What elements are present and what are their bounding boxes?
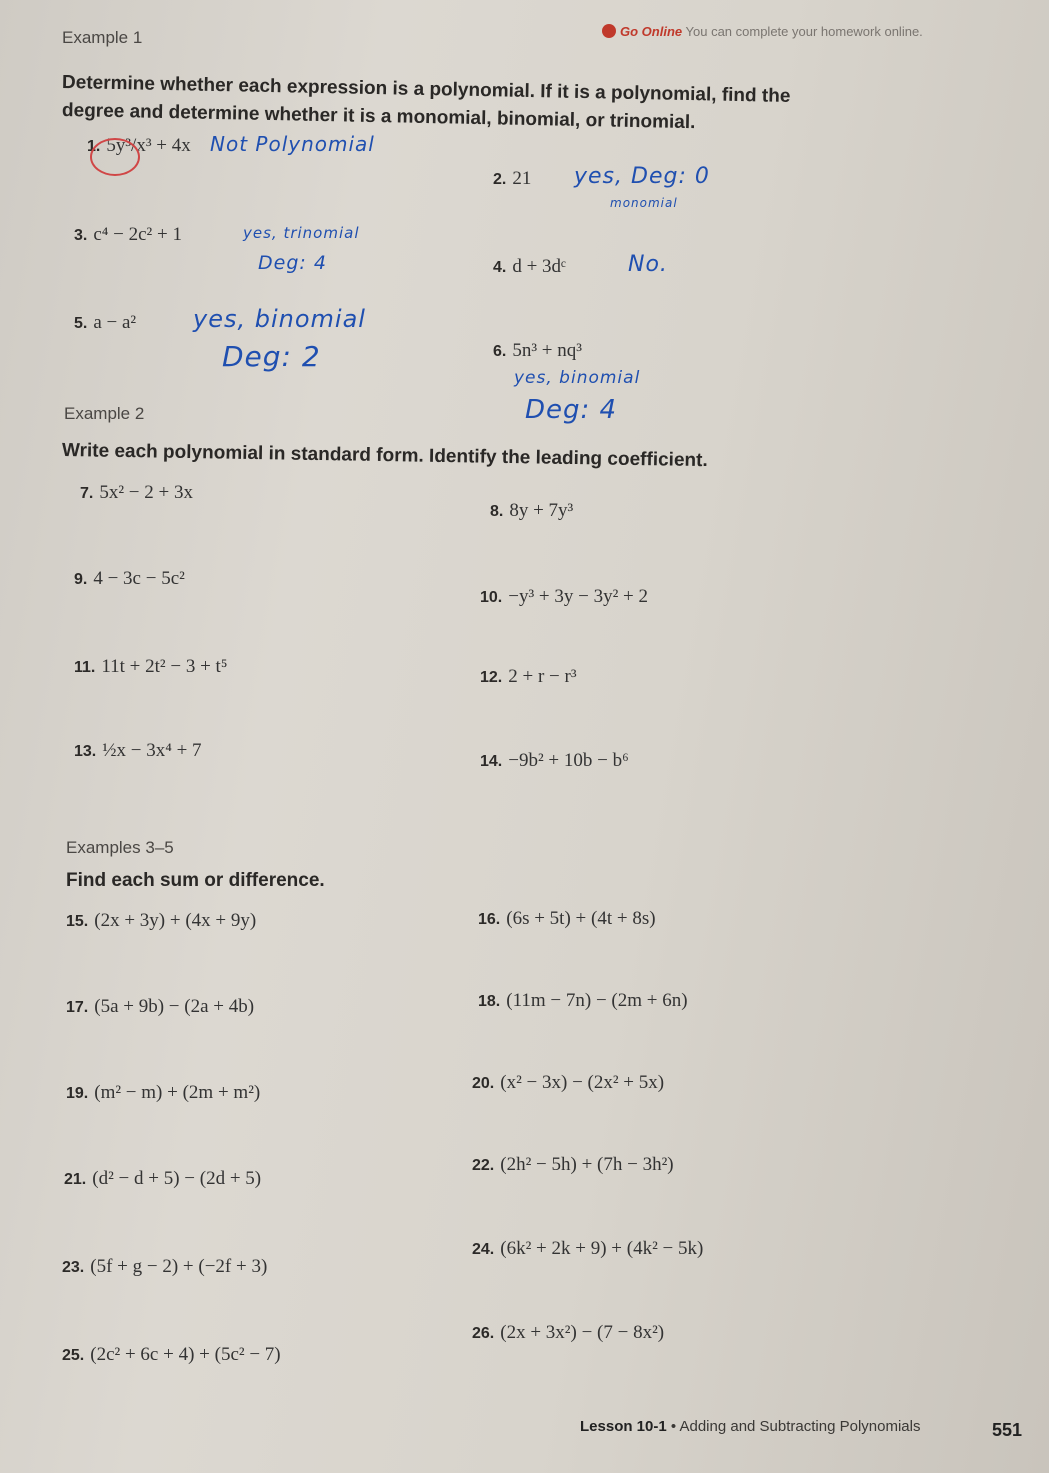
lesson-title: • Adding and Subtracting Polynomials (670, 1418, 921, 1435)
problem-13: 13. ½x − 3x⁴ + 7 (74, 740, 202, 761)
go-online-banner[interactable] (602, 24, 923, 39)
problem-3: 3. c⁴ − 2c² + 1 (74, 224, 182, 245)
problem-18: 18. (11m − 7n) − (2m + 6n) (478, 990, 688, 1011)
problem-24-expr: (6k² + 2k + 9) + (4k² − 5k) (500, 1238, 704, 1259)
problem-8-expr: 8y + 7y³ (509, 500, 574, 521)
problem-5-expr: a − a² (93, 312, 137, 333)
problem-7: 7. 5x² − 2 + 3x (80, 482, 193, 503)
section1-instruction-line2: degree and determine whether it is a monomial, binomial, or trinomial. (61, 100, 696, 134)
problem-17-expr: (5a + 9b) − (2a + 4b) (94, 996, 255, 1017)
problem-4-expr: d + 3dᶜ (512, 256, 566, 277)
problem-10: 10. −y³ + 3y − 3y² + 2 (480, 586, 649, 607)
answer-2-type: monomial (610, 196, 678, 210)
problem-9: 9. 4 − 3c − 5c² (74, 568, 185, 589)
problem-23-expr: (5f + g − 2) + (−2f + 3) (90, 1256, 268, 1277)
problem-19: 19. (m² − m) + (2m + m²) (66, 1082, 261, 1103)
problem-23: 23. (5f + g − 2) + (−2f + 3) (62, 1256, 268, 1277)
answer-5: yes, binomial (193, 305, 366, 333)
problem-19-expr: (m² − m) + (2m + m²) (94, 1082, 261, 1103)
red-circle-mark (90, 138, 140, 176)
answer-2: yes, Deg: 0 (574, 164, 710, 189)
answer-1: Not Polynomial (210, 132, 375, 156)
problem-12-expr: 2 + r − r³ (508, 666, 577, 687)
lesson-footer (580, 1418, 920, 1435)
problem-6: 6. 5n³ + nq³ (493, 340, 582, 361)
answer-3: yes, trinomial (243, 224, 360, 242)
problem-5: 5. a − a² (74, 312, 137, 333)
problem-17: 17. (5a + 9b) − (2a + 4b) (66, 996, 255, 1017)
go-online-link[interactable]: Go Online (620, 24, 683, 39)
problem-11: 11. 11t + 2t² − 3 + t⁵ (74, 656, 228, 677)
problem-21: 21. (d² − d + 5) − (2d + 5) (64, 1168, 262, 1189)
problem-21-expr: (d² − d + 5) − (2d + 5) (92, 1168, 262, 1189)
go-online-text: You can complete your homework online. (685, 24, 923, 39)
problem-1: 1. 5y³/x³ + 4x (87, 135, 191, 156)
problem-2: 2. 21 (493, 168, 532, 189)
problem-2-expr: 21 (512, 168, 532, 189)
problem-15-expr: (2x + 3y) + (4x + 9y) (94, 910, 257, 931)
answer-6-degree: Deg: 4 (525, 395, 618, 425)
problem-1-expr: 5y³/x³ + 4x (106, 135, 191, 156)
answer-3-degree: Deg: 4 (258, 252, 327, 274)
answer-4: No. (628, 252, 668, 277)
problem-14-expr: −9b² + 10b − b⁶ (508, 750, 629, 771)
problem-11-expr: 11t + 2t² − 3 + t⁵ (101, 656, 228, 677)
section2-instruction: Write each polynomial in standard form. Identify the leading coefficient. (61, 440, 708, 472)
problem-10-expr: −y³ + 3y − 3y² + 2 (508, 586, 649, 607)
problem-6-expr: 5n³ + nq³ (512, 340, 582, 361)
problem-26: 26. (2x + 3x²) − (7 − 8x²) (472, 1322, 665, 1343)
problem-20-expr: (x² − 3x) − (2x² + 5x) (500, 1072, 665, 1093)
page-number: 551 (992, 1420, 1023, 1440)
examples-3-5-label: Examples 3–5 (66, 838, 174, 857)
problem-4: 4. d + 3dᶜ (493, 256, 566, 277)
problem-7-expr: 5x² − 2 + 3x (99, 482, 193, 503)
section3-instruction: Find each sum or difference. (66, 870, 325, 891)
example-1-label: Example 1 (62, 28, 143, 47)
problem-18-expr: (11m − 7n) − (2m + 6n) (506, 990, 688, 1011)
answer-6: yes, binomial (514, 368, 641, 388)
problem-22-expr: (2h² − 5h) + (7h − 3h²) (500, 1154, 674, 1175)
problem-25-expr: (2c² + 6c + 4) + (5c² − 7) (90, 1344, 281, 1365)
problem-15: 15. (2x + 3y) + (4x + 9y) (66, 910, 257, 931)
go-online-icon (602, 24, 616, 38)
example-2-label: Example 2 (64, 404, 145, 423)
problem-14: 14. −9b² + 10b − b⁶ (480, 750, 629, 771)
problem-8: 8. 8y + 7y³ (490, 500, 574, 521)
problem-24: 24. (6k² + 2k + 9) + (4k² − 5k) (472, 1238, 704, 1259)
answer-5-degree: Deg: 2 (222, 340, 321, 373)
problem-26-expr: (2x + 3x²) − (7 − 8x²) (500, 1322, 665, 1343)
problem-22: 22. (2h² − 5h) + (7h − 3h²) (472, 1154, 674, 1175)
lesson-number: Lesson 10-1 (580, 1418, 667, 1435)
problem-9-expr: 4 − 3c − 5c² (93, 568, 185, 589)
section1-instruction-line1: Determine whether each expression is a polynomial. If it is a polynomial, find the (61, 72, 791, 107)
problem-16: 16. (6s + 5t) + (4t + 8s) (478, 908, 656, 929)
problem-25: 25. (2c² + 6c + 4) + (5c² − 7) (62, 1344, 281, 1365)
problem-12: 12. 2 + r − r³ (480, 666, 577, 687)
problem-20: 20. (x² − 3x) − (2x² + 5x) (472, 1072, 665, 1093)
problem-3-expr: c⁴ − 2c² + 1 (93, 224, 182, 245)
problem-16-expr: (6s + 5t) + (4t + 8s) (506, 908, 656, 929)
problem-13-expr: ½x − 3x⁴ + 7 (102, 740, 202, 761)
